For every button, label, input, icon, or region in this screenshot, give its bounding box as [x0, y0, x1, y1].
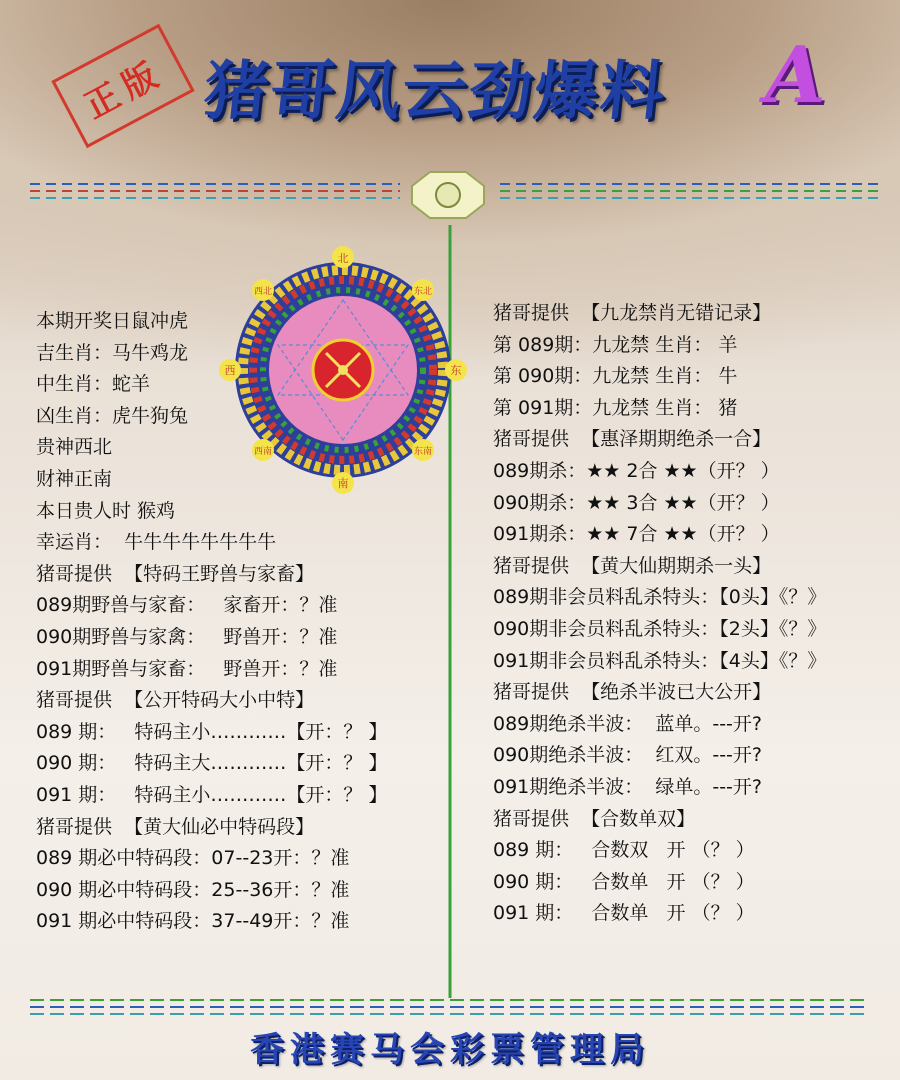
section-header: 猪哥提供 【黄大仙必中特码段】 — [36, 815, 315, 838]
bagua-emblem — [412, 172, 484, 218]
right-row: 091期非会员料乱杀特头：【4头】《？》 — [493, 649, 827, 672]
wheel-label: 东南 — [413, 447, 433, 457]
edition-badge: A — [765, 30, 826, 121]
left-row: 贵神西北 — [36, 436, 113, 459]
left-row: 089 期必中特码段：07--23开：？准 — [36, 847, 350, 870]
left-row: 091 期必中特码段：37--49开：？准 — [36, 910, 350, 933]
right-row: 090期非会员料乱杀特头：【2头】《？》 — [493, 617, 827, 640]
footer-organization: 香港赛马会彩票管理局 — [250, 1030, 650, 1070]
left-row: 中生肖：蛇羊 — [36, 373, 151, 396]
wheel-label: 西 — [224, 364, 236, 377]
left-row: 090 期： 特码主大…………【开：？ 】 — [36, 752, 388, 775]
left-row: 本期开奖日鼠冲虎 — [36, 310, 189, 332]
authentic-stamp — [51, 24, 194, 148]
left-row: 091期野兽与家畜： 野兽开：？准 — [36, 657, 338, 680]
left-row: 幸运肖： 牛牛牛牛牛牛牛牛 — [36, 531, 277, 554]
right-row: 089期杀：★★ 2合 ★★（开？ ） — [493, 459, 780, 482]
right-row: 089 期： 合数双 开 （？ ） — [493, 839, 755, 862]
right-row: 090 期： 合数单 开 （？ ） — [493, 870, 755, 893]
section-header: 猪哥提供 【黄大仙期期杀一头】 — [493, 554, 772, 577]
section-header: 猪哥提供 【绝杀半波已大公开】 — [493, 681, 772, 704]
top-dashed-border-right — [500, 184, 880, 198]
left-row: 吉生肖：马牛鸡龙 — [36, 341, 189, 364]
section-header: 猪哥提供 【特码王野兽与家畜】 — [36, 562, 315, 585]
section-header: 猪哥提供 【合数单双】 — [493, 807, 696, 830]
right-row: 第 091期：九龙禁 生肖： 猪 — [493, 396, 738, 419]
top-dashed-border-left — [30, 184, 400, 198]
section-header: 猪哥提供 【公开特码大小中特】 — [36, 689, 315, 712]
left-column — [36, 306, 387, 938]
right-column — [493, 298, 826, 930]
right-row: 091期杀：★★ 7合 ★★（开？ ） — [493, 523, 780, 546]
wheel-label: 北 — [337, 252, 349, 265]
left-row: 089期野兽与家畜： 家畜开：？准 — [36, 594, 338, 617]
left-row: 090期野兽与家禽： 野兽开：？准 — [36, 625, 338, 648]
page-title: 猪哥风云劲爆料 — [200, 54, 671, 129]
wheel-label: 东 — [450, 364, 462, 377]
wheel-label: 南 — [337, 477, 349, 490]
right-row: 091期绝杀半波： 绿单。---开? — [493, 775, 762, 798]
wheel-label: 东北 — [413, 287, 433, 297]
left-row: 本日贵人时 猴鸡 — [36, 499, 176, 522]
stamp-text: 正版 — [78, 51, 172, 127]
right-row: 091 期： 合数单 开 （？ ） — [493, 902, 755, 925]
bottom-dashed-border — [30, 1000, 870, 1014]
left-row: 财神正南 — [36, 467, 113, 490]
right-row: 第 090期：九龙禁 生肖： 牛 — [493, 365, 738, 388]
right-row: 090期杀：★★ 3合 ★★（开？ ） — [493, 491, 780, 514]
section-header: 猪哥提供 【九龙禁肖无错记录】 — [493, 302, 772, 324]
wheel-label: 西北 — [253, 287, 273, 297]
right-row: 089期绝杀半波： 蓝单。---开? — [493, 712, 762, 735]
left-row: 凶生肖：虎牛狗兔 — [36, 404, 189, 427]
right-row: 089期非会员料乱杀特头：【0头】《？》 — [493, 586, 827, 609]
left-row: 090 期必中特码段：25--36开：？准 — [36, 878, 350, 901]
wheel-label: 西南 — [253, 447, 273, 457]
right-row: 090期绝杀半波： 红双。---开? — [493, 744, 762, 767]
section-header: 猪哥提供 【惠泽期期绝杀一合】 — [493, 428, 772, 451]
left-row: 091 期： 特码主小…………【开：？ 】 — [36, 783, 388, 806]
left-row: 089 期： 特码主小…………【开：？ 】 — [36, 720, 388, 743]
right-row: 第 089期：九龙禁 生肖： 羊 — [493, 333, 738, 356]
